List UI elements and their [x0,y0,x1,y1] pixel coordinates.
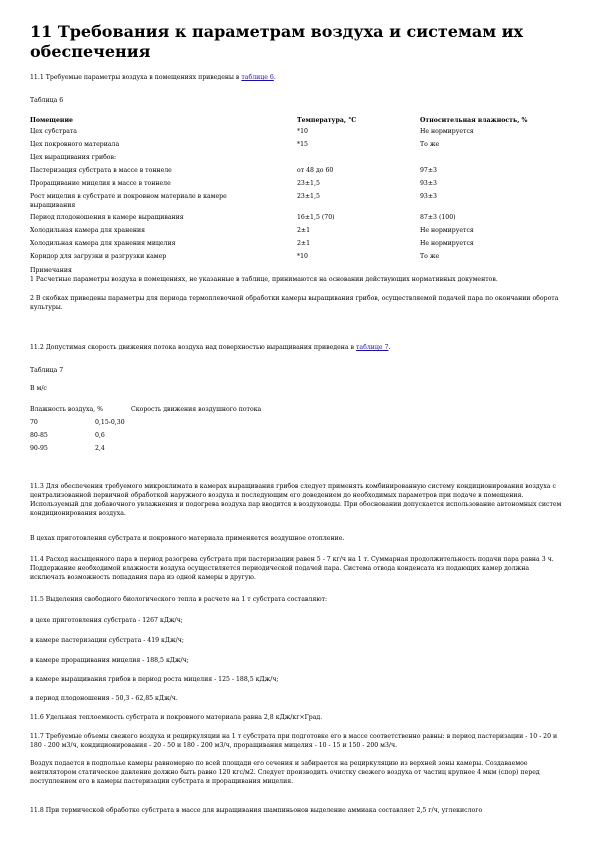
header-humidity: Относительная влажность, % [420,117,528,124]
paragraph-heat-1: в цехе приготовления субстрата - 1267 кДж/ч; [30,617,183,624]
section-heading: 11 Требования к параметрам воздуха и системам их обеспечения [30,22,524,61]
header-temperature: Температура, °С [297,117,357,124]
paragraph-11-3: 11.3 Для обеспечения требуемого микроклимата в камерах выращивания грибов следует применять комбинированную систему кондиционирования воздуха с централизованной первичной обработкой наружного воздуха и последующим его доведением до необходимых параметров при подаче в помещения. Используемый для добавочного увлажнения и подогрева воздуха пар вводится в воздуховоды. При обосновании допускается использование автономных систем кондиционирования воздуха. [30,483,562,517]
table-header-row [30,405,565,415]
table-row: Цех субстрата *10 Не нормируется [30,128,474,135]
header-room: Помещение [30,117,73,124]
table-7-link[interactable]: таблице 7 [355,344,389,351]
paragraph-11-1: 11.1 Требуемые параметры воздуха в помещениях приведены в таблице 6. [30,74,276,81]
table-row: 90-95 2,4 [30,445,105,452]
table-7-unit: В м/с [30,385,47,392]
paragraph-heat-5: в период плодоношения - 50,3 - 62,85 кДж/ч. [30,695,178,702]
table-row: 80-85 0,6 [30,432,105,439]
paragraph-heat-3: в камере проращивания мицелия - 188,5 кДж/ч; [30,657,189,664]
table-row: Период плодоношения в камере выращивания 16±1,5 (70) 87±3 (100) [30,214,456,221]
table-row: Рост мицелия в субстрате и покровном материале в камере выращивания 23±1,5 93±3 [30,193,437,209]
table-7-caption: Таблица 7 [30,367,64,374]
paragraph-11-8: 11.8 При термической обработке субстрата в массе для выращивания шампиньонов выделение аммиака составляет 2,5 г/ч, углекислого [30,807,483,814]
table-row: Коридор для загрузки и разгрузки камер *10 То же [30,253,440,260]
table-row: Холодильная камера для хранения 2±1 Не нормируется [30,227,474,234]
paragraph-11-6: 11.6 Удельная теплоемкость субстрата и покровного материала равна 2,8 кДж/кг×Град. [30,714,323,721]
table-row: 70 0,15-0,30 [30,419,125,426]
paragraph-heat-4: в камере выращивания грибов в период роста мицелия - 125 - 188,5 кДж/ч; [30,676,279,683]
table-row: Цех покровного материала *15 То же [30,141,440,148]
paragraph-11-5: 11.5 Выделения свободного биологического тепла в расчете на 1 т субстрата составляют: [30,596,328,603]
table-notes-title: Примечания [30,267,72,274]
header-air-speed: Скорость движения воздушного потока [131,406,262,413]
table-note-2: 2 В скобках приведены параметры для периода термоплевочной обработки камеры выращивания грибов, осуществляемой подачей пара по окончании оборота культуры. [30,295,559,311]
table-row: Холодильная камера для хранения мицелия 2±1 Не нормируется [30,240,474,247]
table-row: Пастеризация субстрата в массе в тоннеле от 48 до 60 97±3 [30,167,437,174]
table-row: Цех выращивания грибов: [30,154,117,161]
paragraph-11-4: 11.4 Расход насыщенного пара в период разогрева субстрата при пастеризации равен 5 - 7 кг/ч на 1 т. Суммарная продолжительность подачи пара равна 3 ч. Поддержание необходимой влажности воздуха осуществляется периодической подачей пара. Система отвода конденсата из подающих камер должна исключать возможность попадания пара из одной камеры в другую. [30,556,554,581]
table-row: Проращивание мицелия в массе в тоннеле 23±1,5 93±3 [30,180,437,187]
paragraph-heat-2: в камере пастеризации субстрата - 419 кДж/ч; [30,637,184,644]
table-6-caption: Таблица 6 [30,97,64,104]
paragraph-11-7: 11.7 Требуемые объемы свежего воздуха и рециркуляции на 1 т субстрата при подготовке его в массе соответственно равны: в период пастеризации - 10 - 20 и 180 - 200 м3/ч, кондиционирования - 20 - 50 и 180 - 200 м3/ч, проращивания мицелия - 10 - 15 и 150 - 200 м3/ч. [30,733,558,749]
paragraph-11-2: 11.2 Допустимая скорость движения потока воздуха над поверхностью выращивания приведена в таблице 7. [30,344,391,351]
table-6-link[interactable]: таблице 6 [241,74,274,81]
paragraph-air-supply: Воздух подается в подпольье камеры равномерно по всей площади его сечения и забирается на рециркуляцию из верхней зоны камеры. Создаваемое вентилятором статическое давление должно быть равно 120 кгс/м2. Следует производить очистку свежего воздуха от частиц крупнее 4 мкм (спор) перед поступлением его в камеры пастеризации субстрата и проращивания мицелия. [30,760,540,785]
table-header-row [30,116,565,126]
header-air-humidity: Влажность воздуха, % [30,406,103,413]
paragraph-heating: В цехах приготовления субстрата и покровного материала применяется воздушное отопление. [30,535,345,542]
table-note-1: 1 Расчетные параметры воздуха в помещениях, не указанные в таблице, принимаются на основании действующих нормативных документов. [30,276,498,283]
